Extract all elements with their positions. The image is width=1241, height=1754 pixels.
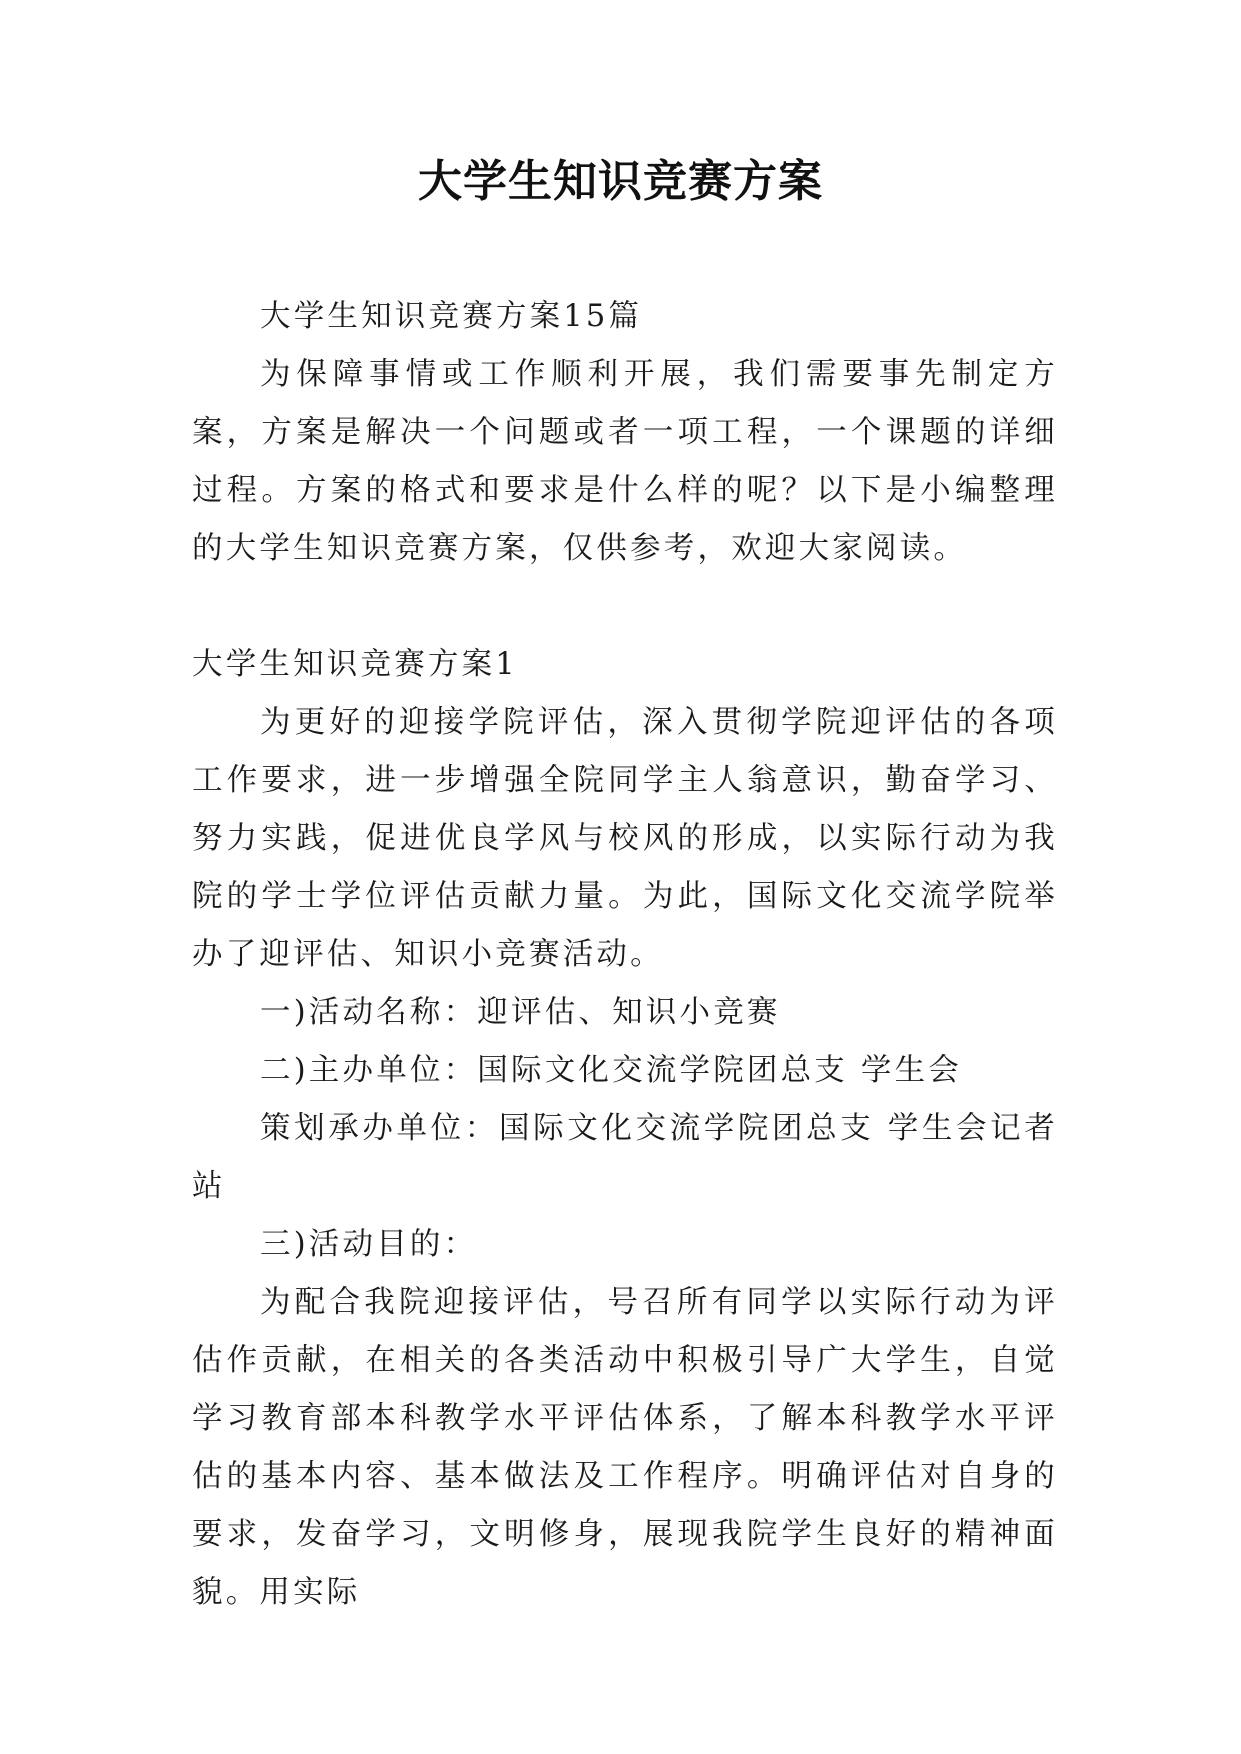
co-organizer-item: 策划承办单位：国际文化交流学院团总支 学生会记者站	[192, 1111, 1058, 1204]
document-body	[192, 288, 1058, 1622]
section-heading: 大学生知识竞赛方案1	[192, 647, 518, 682]
body-paragraph: 为更好的迎接学院评估，深入贯彻学院迎评估的各项工作要求，进一步增强全院同学主人翁意识，勤奋学习、努力实践，促进优良学风与校风的形成，以实际行动为我院的学士学位评估贡献力量。为此，国际文化交流学院举办了迎评估、知识小竞赛活动。	[192, 705, 1058, 972]
activity-name-item: 一)活动名称：迎评估、知识小竞赛	[260, 995, 781, 1030]
activity-purpose-heading: 三)活动目的：	[260, 1227, 478, 1262]
subtitle-paragraph: 大学生知识竞赛方案15篇	[260, 299, 643, 334]
purpose-paragraph: 为配合我院迎接评估，号召所有同学以实际行动为评估作贡献，在相关的各类活动中积极引导广大学生，自觉学习教育部本科教学水平评估体系，了解本科教学水平评估的基本内容、基本做法及工作程序。明确评估对自身的要求，发奋学习，文明修身，展现我院学生良好的精神面貌。用实际	[192, 1285, 1058, 1610]
intro-paragraph: 为保障事情或工作顺利开展，我们需要事先制定方案，方案是解决一个问题或者一项工程，一个课题的详细过程。方案的格式和要求是什么样的呢？以下是小编整理的大学生知识竞赛方案，仅供参考，欢迎大家阅读。	[192, 357, 1058, 566]
document-title: 大学生知识竞赛方案	[418, 156, 823, 207]
organizer-item: 二)主办单位：国际文化交流学院团总支 学生会	[260, 1053, 962, 1088]
